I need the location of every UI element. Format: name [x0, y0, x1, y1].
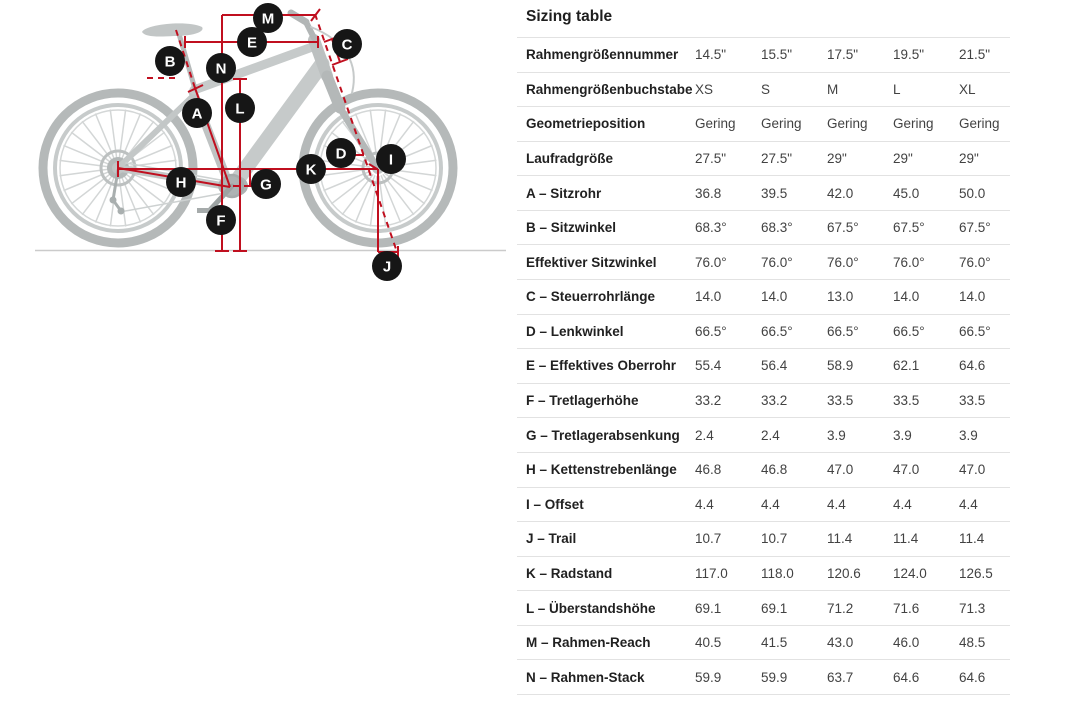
row-label: G – Tretlagerabsenkung: [526, 427, 680, 443]
row-value: 67.5°: [827, 220, 859, 236]
row-value: 47.0: [893, 462, 920, 478]
row-value: 66.5°: [695, 323, 727, 339]
row-label: N – Rahmen-Stack: [526, 669, 645, 685]
row-value: 46.0: [893, 635, 920, 651]
table-row: [517, 590, 1010, 625]
row-value: 33.2: [761, 393, 788, 409]
label-letter: D: [335, 145, 347, 163]
row-value: 17.5": [827, 47, 859, 63]
row-value: M: [827, 81, 839, 97]
label-letter: E: [246, 34, 258, 52]
table-row: [517, 417, 1010, 452]
sizing-panel: [517, 0, 1010, 695]
row-value: 55.4: [695, 358, 722, 374]
table-row: [517, 487, 1010, 522]
table-row: [517, 175, 1010, 210]
row-value: 66.5°: [959, 323, 991, 339]
row-value: 33.5: [893, 393, 920, 409]
row-value: Gering: [959, 116, 1000, 132]
label-letter: G: [260, 176, 272, 194]
row-value: 21.5": [959, 47, 991, 63]
row-value: Gering: [695, 116, 736, 132]
row-label: E – Effektives Oberrohr: [526, 358, 677, 374]
row-value: 71.2: [827, 600, 854, 616]
row-value: Gering: [827, 116, 868, 132]
row-value: 63.7: [827, 669, 854, 685]
label-letter: N: [215, 60, 227, 78]
row-value: 76.0°: [827, 254, 859, 270]
row-value: 68.3°: [761, 220, 793, 236]
row-value: 13.0: [827, 289, 854, 305]
row-value: 56.4: [761, 358, 788, 374]
row-value: 45.0: [893, 185, 920, 201]
diagram-label-I: [376, 144, 406, 174]
bike-geometry-diagram: [0, 0, 510, 300]
row-label: M – Rahmen-Reach: [526, 635, 651, 651]
row-value: L: [893, 81, 901, 97]
row-label: Rahmengrößennummer: [526, 47, 679, 63]
row-value: 11.4: [827, 531, 853, 547]
table-row: [517, 72, 1010, 107]
diagram-label-C: [332, 29, 362, 59]
table-row: [517, 556, 1010, 591]
table-row: [517, 383, 1010, 418]
row-value: 14.0: [893, 289, 920, 305]
row-value: 14.0: [695, 289, 722, 305]
sizing-table-title: Sizing table: [526, 8, 613, 25]
row-value: 27.5": [761, 151, 793, 167]
row-value: 59.9: [695, 669, 722, 685]
row-value: 64.6: [959, 669, 986, 685]
label-letter: B: [164, 53, 176, 71]
label-letter: L: [235, 100, 245, 118]
row-value: 66.5°: [827, 323, 859, 339]
table-row: [517, 106, 1010, 141]
row-value: 3.9: [893, 427, 912, 443]
label-letter: K: [305, 161, 317, 179]
row-value: 10.7: [695, 531, 722, 547]
diagram-label-G: [251, 169, 281, 199]
row-value: 19.5": [893, 47, 925, 63]
row-value: Gering: [761, 116, 802, 132]
row-label: C – Steuerrohrlänge: [526, 289, 656, 305]
row-label: Effektiver Sitzwinkel: [526, 254, 657, 270]
row-value: 43.0: [827, 635, 854, 651]
row-value: 14.5": [695, 47, 727, 63]
row-value: 11.4: [893, 531, 919, 547]
row-value: 14.0: [959, 289, 986, 305]
diagram-label-B: [155, 46, 185, 76]
label-letter: I: [388, 151, 394, 169]
table-row: [517, 244, 1010, 279]
row-value: 118.0: [761, 565, 794, 581]
row-value: 14.0: [761, 289, 788, 305]
row-value: 2.4: [695, 427, 714, 443]
row-value: 10.7: [761, 531, 788, 547]
row-value: 46.8: [695, 462, 722, 478]
row-value: 76.0°: [761, 254, 793, 270]
diagram-label-E: [237, 27, 267, 57]
row-value: 46.8: [761, 462, 788, 478]
row-value: 69.1: [761, 600, 788, 616]
row-value: 29": [893, 151, 913, 167]
row-value: 66.5°: [761, 323, 793, 339]
diagram-label-L: [225, 93, 255, 123]
row-value: 68.3°: [695, 220, 727, 236]
row-value: 47.0: [959, 462, 986, 478]
row-value: 76.0°: [959, 254, 991, 270]
row-label: A – Sitzrohr: [526, 185, 602, 201]
row-value: 67.5°: [959, 220, 991, 236]
row-value: 41.5: [761, 635, 788, 651]
row-value: 4.4: [893, 496, 912, 512]
row-value: 33.5: [827, 393, 854, 409]
label-letter: A: [191, 105, 203, 123]
row-label: H – Kettenstrebenlänge: [526, 462, 677, 478]
sizing-table: [517, 37, 1010, 695]
row-label: D – Lenkwinkel: [526, 323, 624, 339]
row-value: 2.4: [761, 427, 780, 443]
row-label: I – Offset: [526, 496, 584, 512]
bike-geometry-svg: [0, 0, 510, 300]
row-value: 66.5°: [893, 323, 925, 339]
row-value: 33.5: [959, 393, 986, 409]
row-value: 76.0°: [695, 254, 727, 270]
row-value: 120.6: [827, 565, 861, 581]
label-letter: M: [261, 10, 275, 28]
row-value: XL: [959, 81, 976, 97]
row-value: 4.4: [761, 496, 780, 512]
row-value: 58.9: [827, 358, 854, 374]
row-label: L – Überstandshöhe: [526, 600, 656, 616]
row-value: 126.5: [959, 565, 993, 581]
row-value: 4.4: [827, 496, 846, 512]
row-value: 29": [827, 151, 847, 167]
diagram-label-N: [206, 53, 236, 83]
row-value: Gering: [893, 116, 934, 132]
label-letter: F: [216, 212, 226, 230]
saddle: [142, 23, 203, 36]
label-letter: J: [382, 258, 392, 276]
row-value: 40.5: [695, 635, 722, 651]
row-label: B – Sitzwinkel: [526, 220, 617, 236]
label-letter: H: [175, 174, 187, 192]
diagram-label-D: [326, 138, 356, 168]
row-value: 71.3: [959, 600, 986, 616]
row-value: 67.5°: [893, 220, 925, 236]
diagram-label-K: [296, 154, 326, 184]
row-value: 4.4: [959, 496, 978, 512]
table-row: [517, 141, 1010, 176]
row-label: F – Tretlagerhöhe: [526, 393, 639, 409]
diagram-label-A: [182, 98, 212, 128]
row-label: K – Radstand: [526, 565, 613, 581]
row-value: XS: [695, 81, 714, 97]
row-value: 3.9: [827, 427, 846, 443]
table-row: [517, 452, 1010, 487]
row-label: Rahmengrößenbuchstabe: [526, 81, 693, 97]
row-value: 36.8: [695, 185, 722, 201]
row-value: 15.5": [761, 47, 793, 63]
row-value: 59.9: [761, 669, 788, 685]
row-value: 47.0: [827, 462, 854, 478]
row-value: 33.2: [695, 393, 722, 409]
row-value: 64.6: [893, 669, 920, 685]
row-value: S: [761, 81, 771, 97]
diagram-label-F: [206, 205, 236, 235]
row-value: 62.1: [893, 358, 920, 374]
row-value: 64.6: [959, 358, 986, 374]
diagram-label-J: [372, 251, 402, 281]
row-value: 27.5": [695, 151, 727, 167]
table-row: [517, 521, 1010, 556]
row-value: 69.1: [695, 600, 722, 616]
row-label: Geometrieposition: [526, 116, 646, 132]
row-label: Laufradgröße: [526, 151, 614, 167]
diagram-label-H: [166, 167, 196, 197]
table-row: [517, 210, 1010, 245]
row-value: 4.4: [695, 496, 714, 512]
row-value: 71.6: [893, 600, 920, 616]
table-row: [517, 314, 1010, 349]
table-row: [517, 37, 1010, 72]
row-label: J – Trail: [526, 531, 577, 547]
table-row: [517, 625, 1010, 660]
row-value: 50.0: [959, 185, 986, 201]
row-value: 42.0: [827, 185, 854, 201]
label-letter: C: [341, 36, 353, 54]
row-value: 124.0: [893, 565, 927, 581]
row-value: 29": [959, 151, 979, 167]
row-value: 11.4: [959, 531, 985, 547]
row-value: 48.5: [959, 635, 986, 651]
row-value: 39.5: [761, 185, 788, 201]
table-row: [517, 659, 1010, 694]
table-row: [517, 348, 1010, 383]
row-value: 117.0: [695, 565, 728, 581]
row-value: 76.0°: [893, 254, 925, 270]
row-value: 3.9: [959, 427, 978, 443]
table-row: [517, 279, 1010, 314]
